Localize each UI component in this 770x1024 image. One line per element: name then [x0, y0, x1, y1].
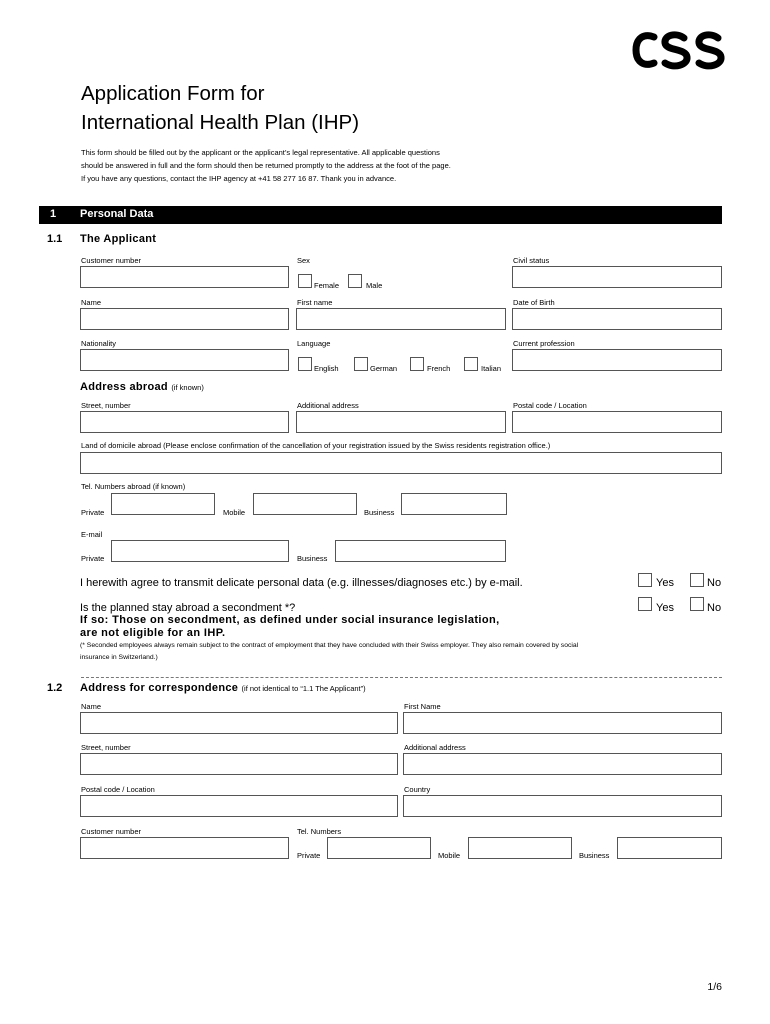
- italian-label: Italian: [481, 364, 502, 373]
- tel-mobile-label: Mobile: [223, 508, 246, 517]
- italian-checkbox[interactable]: [464, 357, 478, 371]
- secondment-question: Is the planned stay abroad a secondment *?: [80, 602, 296, 614]
- tel-business-field[interactable]: [401, 493, 507, 515]
- corr-street-label: Street, number: [81, 743, 131, 752]
- email-consent-no-label: No: [707, 577, 722, 589]
- corr-tel-mobile-field[interactable]: [468, 837, 572, 859]
- current-profession-field[interactable]: [512, 349, 722, 371]
- email-business-field[interactable]: [335, 540, 506, 562]
- email-consent-question: I herewith agree to transmit delicate personal data (e.g. illnesses/diagnoses etc.) by e-mail.: [80, 577, 523, 589]
- corr-country-label: Country: [404, 785, 431, 794]
- secondment-yes-label: Yes: [656, 602, 674, 614]
- corr-additional-address-label: Additional address: [404, 743, 466, 752]
- email-private-field[interactable]: [111, 540, 289, 562]
- french-label: French: [427, 364, 451, 373]
- land-of-domicile-field[interactable]: [80, 452, 722, 474]
- intro-text: [81, 146, 551, 185]
- correspondence-note: (if not identical to “1.1 The Applicant”): [241, 684, 366, 693]
- corr-customer-number-label: Customer number: [81, 827, 142, 836]
- street-number-label: Street, number: [81, 401, 131, 410]
- secondment-no-label: No: [707, 602, 722, 614]
- civil-status-field[interactable]: [512, 266, 722, 288]
- intro-line-3: If you have any questions, contact the IHP agency at +41 58 277 16 87. Thank you in advance.: [81, 174, 397, 183]
- address-abroad-heading: [80, 381, 204, 393]
- subsection-number-1-2: 1.2: [47, 682, 63, 694]
- title-line-1: Application Form for: [81, 82, 265, 105]
- civil-status-label: Civil status: [513, 256, 550, 265]
- title-line-2: International Health Plan (IHP): [81, 111, 360, 134]
- corr-tel-private-label: Private: [297, 851, 321, 860]
- female-checkbox[interactable]: [298, 274, 312, 288]
- tel-private-field[interactable]: [111, 493, 215, 515]
- section-title: Personal Data: [80, 208, 154, 220]
- corr-additional-address-field[interactable]: [403, 753, 722, 775]
- nationality-label: Nationality: [81, 339, 117, 348]
- corr-postal-code-field[interactable]: [80, 795, 398, 817]
- corr-street-field[interactable]: [80, 753, 398, 775]
- footnote-line-2: insurance in Switzerland.): [80, 654, 158, 661]
- intro-line-1: This form should be filled out by the applicant or the applicant’s legal representative. All applicable questions: [81, 148, 440, 157]
- section-1-header: [39, 206, 722, 224]
- customer-number-label: Customer number: [81, 256, 142, 265]
- email-private-label: Private: [81, 554, 105, 563]
- correspondence-title: Address for correspondence: [80, 682, 239, 694]
- sex-label: Sex: [297, 256, 310, 265]
- secondment-warning-line-2: are not eligible for an IHP.: [80, 627, 226, 639]
- postal-code-field[interactable]: [512, 411, 722, 433]
- additional-address-label: Additional address: [297, 401, 359, 410]
- subsection-number-1-1: 1.1: [47, 233, 63, 245]
- male-label: Male: [366, 281, 383, 290]
- tel-mobile-field[interactable]: [253, 493, 357, 515]
- tel-abroad-label: Tel. Numbers abroad (if known): [81, 482, 186, 491]
- land-of-domicile-label: Land of domicile abroad (Please enclose confirmation of the cancellation of your registration issued by the Swiss residents registration office.): [81, 441, 551, 450]
- german-label: German: [370, 364, 398, 373]
- corr-tel-business-field[interactable]: [617, 837, 722, 859]
- corr-tel-business-label: Business: [579, 851, 610, 860]
- additional-address-field[interactable]: [296, 411, 506, 433]
- corr-name-label: Name: [81, 702, 102, 711]
- customer-number-field[interactable]: [80, 266, 289, 288]
- nationality-field[interactable]: [80, 349, 289, 371]
- corr-tel-mobile-label: Mobile: [438, 851, 461, 860]
- correspondence-heading: [80, 682, 366, 694]
- german-checkbox[interactable]: [354, 357, 368, 371]
- email-consent-yes-label: Yes: [656, 577, 674, 589]
- email-business-label: Business: [297, 554, 328, 563]
- corr-postal-code-label: Postal code / Location: [81, 785, 155, 794]
- address-abroad-note: (if known): [171, 383, 204, 392]
- date-of-birth-label: Date of Birth: [513, 298, 555, 307]
- date-of-birth-field[interactable]: [512, 308, 722, 330]
- corr-first-name-field[interactable]: [403, 712, 722, 734]
- secondment-footnote: [80, 640, 720, 664]
- corr-country-field[interactable]: [403, 795, 722, 817]
- name-field[interactable]: [80, 308, 289, 330]
- corr-customer-number-field[interactable]: [80, 837, 289, 859]
- name-label: Name: [81, 298, 102, 307]
- corr-name-field[interactable]: [80, 712, 398, 734]
- secondment-yes-checkbox[interactable]: [638, 597, 652, 611]
- english-checkbox[interactable]: [298, 357, 312, 371]
- english-label: English: [314, 364, 339, 373]
- current-profession-label: Current profession: [513, 339, 575, 348]
- female-label: Female: [314, 281, 340, 290]
- css-logo: [632, 28, 726, 72]
- street-number-field[interactable]: [80, 411, 289, 433]
- secondment-warning-line-1: If so: Those on secondment, as defined under social insurance legislation,: [80, 614, 500, 626]
- corr-tel-numbers-label: Tel. Numbers: [297, 827, 342, 836]
- postal-code-label: Postal code / Location: [513, 401, 587, 410]
- address-abroad-title: Address abroad: [80, 381, 168, 393]
- footnote-line-1: (* Seconded employees always remain subject to the contract of employment that they have concluded with their Swiss employer. They also remain covered by social: [80, 642, 579, 649]
- email-consent-no-checkbox[interactable]: [690, 573, 704, 587]
- male-checkbox[interactable]: [348, 274, 362, 288]
- first-name-field[interactable]: [296, 308, 506, 330]
- french-checkbox[interactable]: [410, 357, 424, 371]
- section-divider: [81, 677, 722, 678]
- intro-line-2: should be answered in full and the form should then be returned promptly to the address at the foot of the page.: [81, 161, 451, 170]
- corr-first-name-label: First Name: [404, 702, 441, 711]
- email-consent-yes-checkbox[interactable]: [638, 573, 652, 587]
- page-number: 1/6: [707, 981, 722, 993]
- language-label: Language: [297, 339, 331, 348]
- form-title: [81, 79, 359, 137]
- secondment-no-checkbox[interactable]: [690, 597, 704, 611]
- tel-private-label: Private: [81, 508, 105, 517]
- section-number: 1: [50, 208, 57, 220]
- tel-business-label: Business: [364, 508, 395, 517]
- corr-tel-private-field[interactable]: [327, 837, 431, 859]
- first-name-label: First name: [297, 298, 333, 307]
- subsection-title-applicant: The Applicant: [80, 233, 157, 245]
- email-label: E-mail: [81, 530, 103, 539]
